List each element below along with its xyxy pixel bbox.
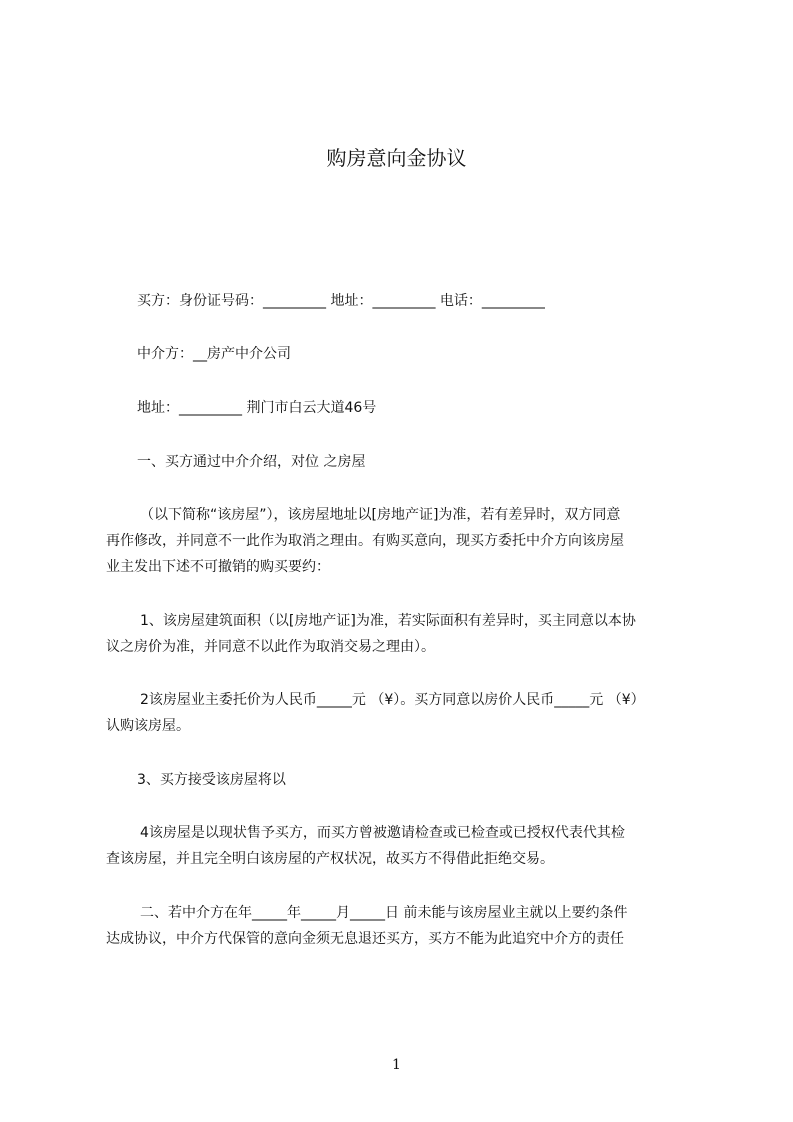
paragraph-line: 3、买方接受该房屋将以 xyxy=(137,772,286,788)
page-title: 购房意向金协议 xyxy=(326,146,467,170)
paragraph-line: 议之房价为准，并同意不以此作为取消交易之理由）。 xyxy=(106,639,435,655)
address-line: 地址：_________ 荆门市白云大道46号 xyxy=(137,400,377,416)
page-number: 1 xyxy=(392,1057,401,1073)
paragraph-line: 认购该房屋。 xyxy=(106,718,190,734)
paragraph-line: 再作修改，并同意不一此作为取消之理由。有购买意向，现买方委托中介方向该房屋 xyxy=(106,533,624,549)
paragraph-line: 业主发出下述不可撤销的购买要约： xyxy=(106,559,330,575)
paragraph-line: （以下简称“该房屋”），该房屋地址以[房地产证]为准，若有差异时，双方同意 xyxy=(140,507,621,523)
buyer-info-line: 买方：身份证号码：_________ 地址：_________ 电话：_________ xyxy=(137,293,545,309)
paragraph-line: 1、该房屋建筑面积（以[房地产证]为准，若实际面积有差异时，买主同意以本协 xyxy=(140,613,636,629)
section-two-line: 达成协议，中介方代保管的意向金须无息退还买方，买方不能为此追究中介方的责任 xyxy=(106,931,624,947)
agent-line: 中介方：__房产中介公司 xyxy=(137,346,291,362)
paragraph-line: 查该房屋，并且完全明白该房屋的产权状况，故买方不得借此拒绝交易。 xyxy=(106,851,554,867)
section-two-line: 二、若中介方在年_____年_____月_____日 前未能与该房屋业主就以上要约条件 xyxy=(140,905,628,921)
paragraph-line: 2该房屋业主委托价为人民币_____元 （¥）。买方同意以房价人民币_____元 （¥） xyxy=(140,692,645,708)
section-one-heading: 一、买方通过中介介绍，对位 之房屋 xyxy=(137,454,366,470)
paragraph-line: 4该房屋是以现状售予买方，而买方曾被邀请检查或已检查或已授权代表代其检 xyxy=(140,825,625,841)
